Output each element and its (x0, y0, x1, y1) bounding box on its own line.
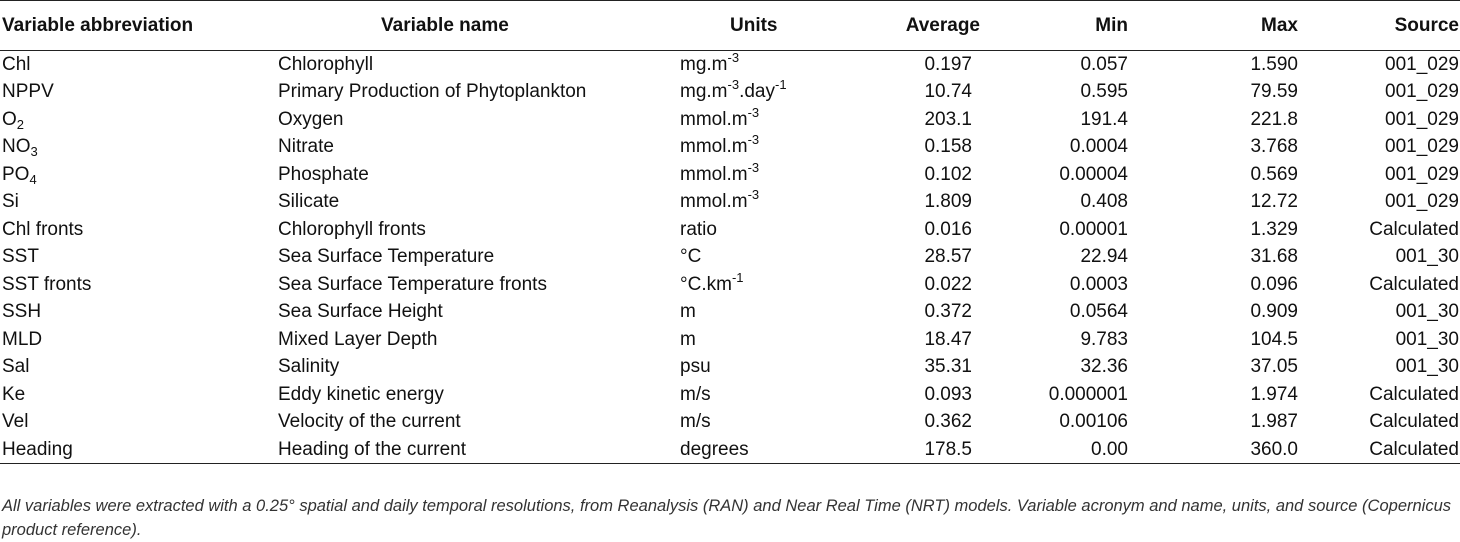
cell-abbreviation (0, 243, 278, 271)
abbreviation-text: Chl fronts (2, 218, 84, 240)
abbreviation-text: Vel (2, 411, 29, 433)
cell-source (1310, 326, 1460, 354)
cell-min (980, 106, 1170, 134)
source-text: 001_30 (1395, 246, 1459, 268)
source-text: 001_029 (1385, 54, 1459, 75)
table-body (0, 51, 1460, 464)
units-text: m (680, 328, 696, 350)
cell-abbreviation (0, 381, 278, 409)
cell-abbreviation (0, 353, 278, 381)
average-value: 28.57 (924, 246, 972, 268)
average-value: 0.197 (924, 54, 972, 75)
max-value: 221.8 (1250, 108, 1298, 130)
header-max: Max (1170, 1, 1310, 51)
abbreviation-text: NPPV (2, 81, 54, 103)
table-row (0, 78, 1460, 106)
abbreviation-text: MLD (2, 328, 43, 350)
cell-abbreviation (0, 436, 278, 464)
units-text: mmol.m (680, 108, 748, 130)
cell-average (840, 271, 980, 299)
units-text: degrees (680, 438, 749, 460)
cell-min (980, 133, 1170, 161)
units-text: ratio (680, 218, 717, 240)
table-row (0, 298, 1460, 326)
abbreviation-text: SST (2, 246, 39, 268)
cell-min (980, 298, 1170, 326)
min-value: 9.783 (1080, 328, 1128, 350)
units-text: °C.km (680, 273, 732, 295)
cell-average (840, 78, 980, 106)
source-text: 001_029 (1385, 81, 1459, 103)
cell-max (1170, 436, 1310, 464)
cell-average (840, 188, 980, 216)
cell-source (1310, 133, 1460, 161)
source-text: 001_30 (1395, 328, 1459, 350)
units-superscript: -3 (747, 187, 760, 203)
cell-units (680, 271, 840, 299)
cell-max (1170, 298, 1310, 326)
table-row (0, 381, 1460, 409)
max-value: 12.72 (1250, 191, 1298, 213)
variable-name-text: Sea Surface Temperature (278, 246, 495, 268)
source-text: 001_029 (1385, 108, 1459, 130)
units-tail: .day (739, 81, 775, 103)
cell-variable-name (278, 271, 680, 299)
abbreviation-text: O (2, 108, 17, 130)
variable-name-text: Sea Surface Temperature fronts (278, 273, 547, 295)
max-value: 31.68 (1250, 246, 1298, 268)
table-row (0, 243, 1460, 271)
source-text: Calculated (1369, 438, 1459, 460)
cell-variable-name (278, 381, 680, 409)
source-text: 001_029 (1385, 136, 1459, 158)
average-value: 0.022 (924, 273, 972, 295)
min-value: 0.408 (1080, 191, 1128, 213)
abbreviation-text: Chl (2, 54, 31, 75)
units-superscript: -3 (727, 50, 740, 65)
source-text: 001_029 (1385, 163, 1459, 185)
cell-average (840, 51, 980, 79)
cell-units (680, 106, 840, 134)
variable-name-text: Chlorophyll (278, 54, 374, 75)
max-value: 0.909 (1250, 301, 1298, 323)
min-value: 0.00 (1091, 438, 1128, 460)
cell-abbreviation (0, 326, 278, 354)
header-source: Source (1310, 1, 1460, 51)
cell-source (1310, 106, 1460, 134)
cell-variable-name (278, 216, 680, 244)
abbreviation-text: Ke (2, 383, 26, 405)
min-value: 0.000001 (1048, 383, 1128, 405)
cell-source (1310, 381, 1460, 409)
max-value: 360.0 (1250, 438, 1298, 460)
max-value: 1.974 (1250, 383, 1298, 405)
source-text: 001_30 (1395, 301, 1459, 323)
cell-source (1310, 408, 1460, 436)
variable-name-text: Sea Surface Height (278, 301, 443, 323)
abbreviation-text: Si (2, 191, 19, 213)
cell-max (1170, 381, 1310, 409)
abbreviation-text: Sal (2, 356, 30, 378)
table-header (0, 1, 1460, 51)
cell-variable-name (278, 298, 680, 326)
units-superscript: -3 (747, 104, 760, 120)
abbreviation-subscript: 2 (16, 116, 25, 132)
cell-average (840, 326, 980, 354)
min-value: 0.595 (1080, 81, 1128, 103)
cell-variable-name (278, 106, 680, 134)
max-value: 1.590 (1250, 54, 1298, 75)
cell-variable-name (278, 78, 680, 106)
cell-units (680, 133, 840, 161)
cell-source (1310, 243, 1460, 271)
min-value: 0.00004 (1059, 163, 1128, 185)
cell-source (1310, 51, 1460, 79)
table-row (0, 161, 1460, 189)
cell-max (1170, 161, 1310, 189)
average-value: 0.158 (924, 136, 972, 158)
cell-max (1170, 188, 1310, 216)
header-min: Min (980, 1, 1170, 51)
cell-variable-name (278, 161, 680, 189)
cell-average (840, 298, 980, 326)
units-superscript: -3 (747, 159, 760, 175)
cell-variable-name (278, 133, 680, 161)
source-text: Calculated (1369, 218, 1459, 240)
cell-min (980, 353, 1170, 381)
table-row (0, 188, 1460, 216)
variable-name-text: Heading of the current (278, 438, 467, 460)
min-value: 0.0004 (1069, 136, 1128, 158)
variable-name-text: Oxygen (278, 108, 344, 130)
cell-max (1170, 216, 1310, 244)
cell-source (1310, 436, 1460, 464)
units-text: mg.m (680, 54, 728, 75)
table-row (0, 436, 1460, 464)
min-value: 0.0003 (1069, 273, 1128, 295)
cell-units (680, 436, 840, 464)
cell-variable-name (278, 408, 680, 436)
header-abbreviation: Variable abbreviation (0, 1, 278, 51)
cell-source (1310, 161, 1460, 189)
cell-max (1170, 353, 1310, 381)
cell-units (680, 161, 840, 189)
cell-source (1310, 188, 1460, 216)
cell-max (1170, 271, 1310, 299)
cell-min (980, 326, 1170, 354)
abbreviation-text: Heading (2, 438, 73, 460)
table-row (0, 271, 1460, 299)
cell-units (680, 381, 840, 409)
cell-min (980, 408, 1170, 436)
cell-variable-name (278, 51, 680, 79)
max-value: 3.768 (1250, 136, 1298, 158)
variable-name-text: Phosphate (278, 163, 369, 185)
cell-source (1310, 298, 1460, 326)
average-value: 203.1 (924, 108, 972, 130)
min-value: 22.94 (1080, 246, 1128, 268)
units-text: mmol.m (680, 136, 748, 158)
cell-units (680, 188, 840, 216)
source-text: Calculated (1369, 273, 1459, 295)
abbreviation-subscript: 4 (29, 171, 37, 187)
cell-source (1310, 78, 1460, 106)
max-value: 79.59 (1250, 81, 1298, 103)
cell-abbreviation (0, 298, 278, 326)
source-text: Calculated (1369, 383, 1459, 405)
cell-min (980, 78, 1170, 106)
units-superscript: -3 (747, 132, 760, 148)
average-value: 0.102 (924, 163, 972, 185)
cell-min (980, 161, 1170, 189)
cell-max (1170, 408, 1310, 436)
cell-abbreviation (0, 133, 278, 161)
min-value: 0.0564 (1069, 301, 1128, 323)
units-superscript: -3 (727, 77, 740, 93)
table-row (0, 408, 1460, 436)
max-value: 1.329 (1250, 218, 1298, 240)
cell-average (840, 216, 980, 244)
cell-min (980, 51, 1170, 79)
variable-name-text: Silicate (278, 191, 340, 213)
cell-source (1310, 353, 1460, 381)
min-value: 0.00106 (1059, 411, 1128, 433)
average-value: 35.31 (924, 356, 972, 378)
units-text: mmol.m (680, 163, 748, 185)
cell-abbreviation (0, 78, 278, 106)
min-value: 0.057 (1080, 54, 1128, 75)
source-text: Calculated (1369, 411, 1459, 433)
average-value: 1.809 (924, 191, 972, 213)
abbreviation-text: NO (2, 136, 31, 158)
cell-average (840, 381, 980, 409)
cell-units (680, 216, 840, 244)
units-text: m/s (680, 383, 711, 405)
cell-min (980, 436, 1170, 464)
abbreviation-text: PO (2, 163, 30, 185)
min-value: 0.00001 (1059, 218, 1128, 240)
cell-units (680, 243, 840, 271)
units-superscript: -1 (774, 77, 787, 93)
cell-max (1170, 133, 1310, 161)
cell-units (680, 353, 840, 381)
units-text: °C (680, 246, 702, 268)
units-superscript: -1 (731, 269, 744, 285)
table-row (0, 51, 1460, 79)
average-value: 18.47 (924, 328, 972, 350)
units-text: psu (680, 356, 711, 378)
cell-average (840, 106, 980, 134)
max-value: 0.569 (1250, 163, 1298, 185)
min-value: 32.36 (1080, 356, 1128, 378)
cell-abbreviation (0, 106, 278, 134)
cell-average (840, 436, 980, 464)
cell-abbreviation (0, 408, 278, 436)
cell-source (1310, 271, 1460, 299)
cell-average (840, 243, 980, 271)
cell-average (840, 133, 980, 161)
abbreviation-subscript: 3 (30, 144, 38, 160)
variable-name-text: Nitrate (278, 136, 334, 158)
header-units: Units (680, 1, 840, 51)
cell-average (840, 161, 980, 189)
average-value: 10.74 (924, 81, 972, 103)
cell-abbreviation (0, 161, 278, 189)
variable-name-text: Salinity (278, 356, 340, 378)
source-text: 001_029 (1385, 191, 1459, 213)
cell-variable-name (278, 243, 680, 271)
cell-max (1170, 326, 1310, 354)
cell-units (680, 408, 840, 436)
cell-units (680, 78, 840, 106)
table-row (0, 326, 1460, 354)
max-value: 1.987 (1250, 411, 1298, 433)
table-row (0, 106, 1460, 134)
cell-variable-name (278, 326, 680, 354)
cell-abbreviation (0, 271, 278, 299)
min-value: 191.4 (1080, 108, 1128, 130)
cell-min (980, 271, 1170, 299)
cell-max (1170, 78, 1310, 106)
average-value: 0.016 (924, 218, 972, 240)
cell-max (1170, 106, 1310, 134)
cell-min (980, 188, 1170, 216)
max-value: 37.05 (1250, 356, 1298, 378)
variable-name-text: Velocity of the current (278, 411, 461, 433)
average-value: 178.5 (924, 438, 972, 460)
abbreviation-text: SST fronts (2, 273, 92, 295)
variable-name-text: Mixed Layer Depth (278, 328, 438, 350)
cell-variable-name (278, 436, 680, 464)
average-value: 0.372 (924, 301, 972, 323)
cell-min (980, 243, 1170, 271)
cell-max (1170, 51, 1310, 79)
cell-abbreviation (0, 51, 278, 79)
header-variable-name: Variable name (278, 1, 680, 51)
variable-name-text: Eddy kinetic energy (278, 383, 444, 405)
cell-min (980, 381, 1170, 409)
abbreviation-text: SSH (2, 301, 42, 323)
header-row (0, 1, 1460, 51)
cell-min (980, 216, 1170, 244)
cell-units (680, 326, 840, 354)
max-value: 0.096 (1250, 273, 1298, 295)
cell-max (1170, 243, 1310, 271)
cell-source (1310, 216, 1460, 244)
cell-abbreviation (0, 188, 278, 216)
table-row (0, 133, 1460, 161)
cell-average (840, 408, 980, 436)
units-text: m (680, 301, 696, 323)
cell-abbreviation (0, 216, 278, 244)
cell-units (680, 51, 840, 79)
variable-name-text: Primary Production of Phytoplankton (278, 81, 587, 103)
variable-name-text: Chlorophyll fronts (278, 218, 426, 240)
table-row (0, 353, 1460, 381)
units-text: m/s (680, 411, 711, 433)
average-value: 0.362 (924, 411, 972, 433)
source-text: 001_30 (1395, 356, 1459, 378)
header-average: Average (840, 1, 980, 51)
table-row (0, 216, 1460, 244)
cell-variable-name (278, 188, 680, 216)
average-value: 0.093 (924, 383, 972, 405)
max-value: 104.5 (1250, 328, 1298, 350)
units-text: mg.m (680, 81, 728, 103)
cell-units (680, 298, 840, 326)
table-caption: All variables were extracted with a 0.25° spatial and daily temporal resolutions, from Reanalysis (RAN) and Near Real Time (NRT) models. Variable acronym and name, units, and source (Copernicus product reference). (2, 497, 1452, 539)
cell-average (840, 353, 980, 381)
units-text: mmol.m (680, 191, 748, 213)
cell-variable-name (278, 353, 680, 381)
